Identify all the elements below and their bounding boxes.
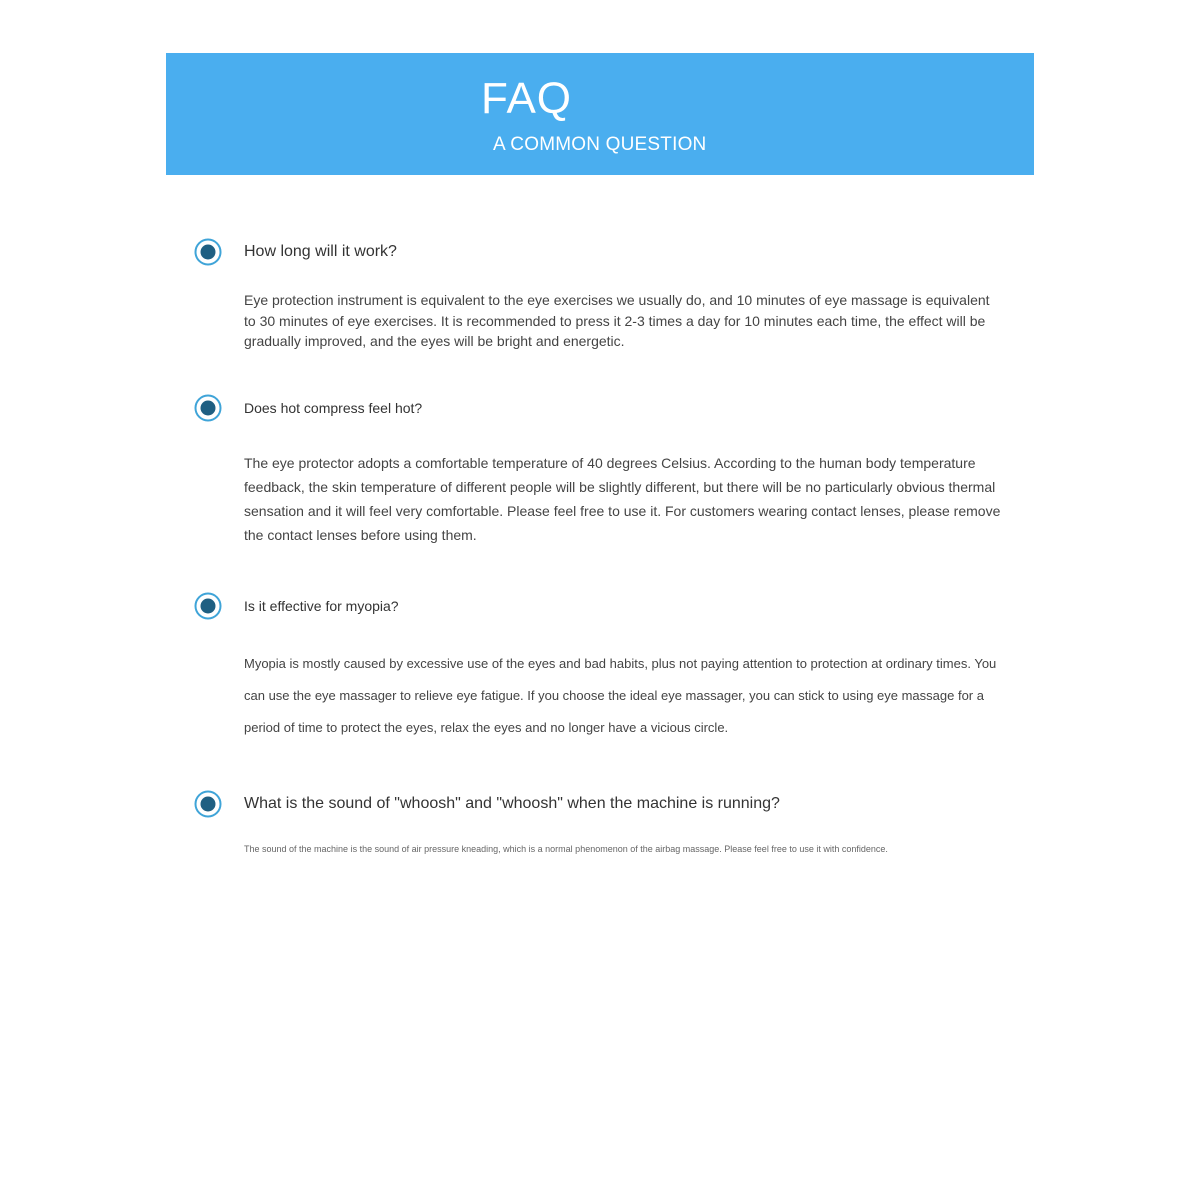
faq-answer: The eye protector adopts a comfortable temperature of 40 degrees Celsius. According to the human body temperature feedback, the skin temperature of different people will be slightly different, but there will be no particularly obvious thermal sensation and it will feel very comfortable. Please feel free to use it. For customers wearing contact lenses, please remove the contact lenses before using them.: [244, 455, 1001, 543]
faq-answer: The sound of the machine is the sound of air pressure kneading, which is a normal phenomenon of the airbag massage. Please feel free to use it with confidence.: [244, 844, 888, 854]
faq-answer: Myopia is mostly caused by excessive use of the eyes and bad habits, plus not paying attention to protection at ordinary times. You can use the eye massager to relieve eye fatigue. If you choose the ideal eye massager, you can stick to using eye massage for a period of time to protect the eyes, relax the eyes and no longer have a vicious circle.: [244, 656, 997, 735]
bullet-dot-icon: [194, 790, 222, 818]
page-title: FAQ: [481, 74, 573, 123]
faq-item: [194, 238, 1014, 349]
faq-question: Is it effective for myopia?: [244, 598, 399, 614]
faq-question-row: [194, 394, 1014, 422]
bullet-dot-icon: [194, 592, 222, 620]
bullet-dot-icon: [194, 238, 222, 266]
faq-question-row: [194, 592, 1014, 620]
faq-question: What is the sound of "whoosh" and "whoosh" when the machine is running?: [244, 795, 780, 812]
faq-header-banner: [166, 53, 1034, 175]
faq-question-row: [194, 790, 1014, 818]
faq-item: [194, 592, 1014, 735]
faq-item: [194, 394, 1014, 543]
faq-question: Does hot compress feel hot?: [244, 400, 423, 416]
faq-item: [194, 790, 1014, 854]
bullet-dot-icon: [194, 394, 222, 422]
faq-answer: Eye protection instrument is equivalent to the eye exercises we usually do, and 10 minutes of eye massage is equivalent to 30 minutes of eye exercises. It is recommended to press it 2-3 times a day for 10 minutes each time, the effect will be gradually improved, and the eyes will be bright and energetic.: [244, 292, 990, 349]
faq-question-row: [194, 238, 1014, 266]
faq-question: How long will it work?: [244, 243, 397, 260]
page-subtitle: A COMMON QUESTION: [493, 134, 707, 155]
